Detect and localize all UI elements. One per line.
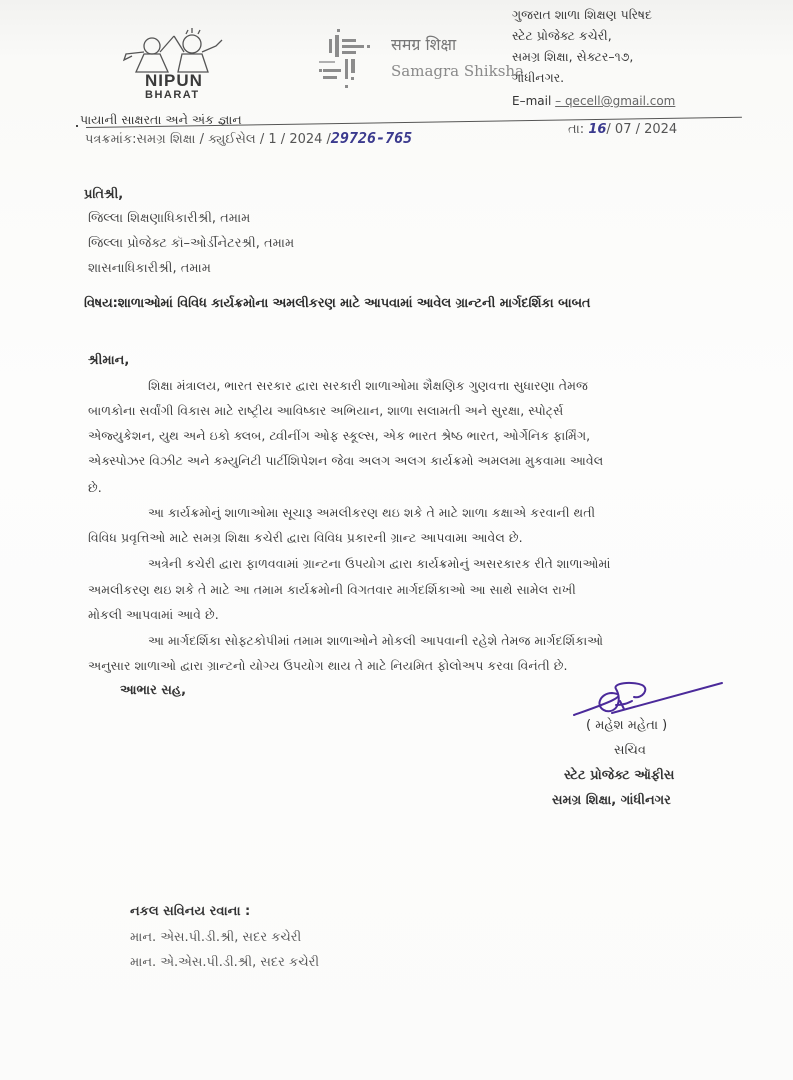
bharat-text: BHARAT xyxy=(145,89,200,101)
address-line: ગાંધીનગર. xyxy=(512,70,565,85)
nipun-text: NIPUN xyxy=(145,71,203,90)
closing-line: આભાર સહ, xyxy=(120,683,187,698)
signatory-name: ( મહેશ મહેતા ) xyxy=(586,718,668,733)
office-address xyxy=(512,4,782,112)
recipient-item: શાસનાધિકારીશ્રી, તમામ xyxy=(88,261,211,276)
letter-date xyxy=(568,122,677,137)
samagra-mark-icon xyxy=(315,25,385,100)
address-line: ગુજરાત શાળા શિક્ષણ પરિષદ xyxy=(512,7,653,22)
copy-to-item: માન. એ.એસ.પી.ડી.શ્રી, સદર કચેરી xyxy=(130,955,320,970)
date-label: તા: xyxy=(568,122,585,137)
signatory-office: સ્ટેટ પ્રોજેક્ટ ઑફીસ xyxy=(564,768,675,783)
tagline: પાયાની સાક્ષરતા અને અંક જ્ઞાન xyxy=(80,112,242,127)
samagra-shiksha-logo xyxy=(315,25,524,100)
recipients-salutation: પ્રતિશ્રી, xyxy=(84,187,124,202)
date-month-year: / 07 / 2024 xyxy=(606,122,678,137)
email-line xyxy=(512,91,782,112)
samagra-english-text: Samagra Shiksha xyxy=(391,62,524,80)
greeting: શ્રીમાન, xyxy=(88,353,130,368)
reference-number xyxy=(85,129,412,147)
body-line: શિક્ષા મંત્રાલય, ભારત સરકાર દ્વારા સરકારી શાળાઓમા શૈક્ષણિક ગુણવત્તા સુધારણા તેમજ xyxy=(148,378,588,393)
email-label: E–mail xyxy=(512,94,552,108)
address-line: સ્ટેટ પ્રોજેક્ટ કચેરી, xyxy=(512,28,612,43)
address-line: સમગ્ર શિક્ષા, સેક્ટર–૧૭, xyxy=(512,49,634,64)
body-line: આ કાર્યક્રમોનું શાળાઓમા સૂચારૂ અમલીકરણ થઇ શકે તે માટે શાળા કક્ષાએ કરવાની થતી xyxy=(148,505,596,520)
body-line: આ માર્ગદર્શિકા સોફ્ટકોપીમાં તમામ શાળાઓને મોકલી આપવાની રહેશે તેમજ માર્ગદર્શિકાઓ xyxy=(148,633,604,648)
copy-to-item: માન. એસ.પી.ડી.શ્રી, સદર કચેરી xyxy=(130,930,302,945)
body-line: વિવિધ પ્રવૃત્તિઓ માટે સમગ્ર શિક્ષા કચેરી દ્વારા વિવિધ પ્રકારની ગ્રાન્ટ આપવામા આવેલ છે. xyxy=(88,530,523,545)
body-line: બાળકોના સર્વાંગી વિકાસ માટે રાષ્ટ્રીય આવિષ્કાર અભિયાન, શાળા સલામતી અને સુરક્ષા, સ્પોર્ટ્સ xyxy=(88,403,564,418)
body-line: એજ્યુકેશન, યુથ અને ઇકો ક્લબ, ટ્વીનીંગ ઓફ સ્કૂલ્સ, એક ભારત શ્રેષ્ઠ ભારત, ઓર્ગેનિક ફાર્મિંગ, xyxy=(88,428,591,443)
samagra-hindi-text: समग्र शिक्षा xyxy=(391,35,457,54)
recipient-item: જિલ્લા પ્રોજેક્ટ કૉ–ઓર્ડીનેટરશ્રી, તમામ xyxy=(88,236,295,251)
body-line: એક્સ્પોઝર વિઝીટ અને કમ્યુનિટી પાર્ટીશિપેશન જેવા અલગ અલગ કાર્યક્રમો અમલમા મુકવામા આવેલ xyxy=(88,453,604,468)
reference-prefix: પત્રક્રમાંક:સમગ્ર શિક્ષા / ક્યુઈસેલ / 1 / 2024 / xyxy=(85,132,331,147)
nipun-bharat-logo xyxy=(112,28,242,106)
handwritten-day: 16 xyxy=(588,122,607,137)
email-link[interactable]: – qecell@gmail.com xyxy=(555,94,676,108)
body-line: છે. xyxy=(88,480,102,495)
body-line: મોકલી આપવામાં આવે છે. xyxy=(88,607,219,622)
copy-to-heading: નકલ સવિનય રવાના : xyxy=(130,904,251,919)
signatory-title: સચિવ xyxy=(614,743,646,758)
handwritten-reference: 29726-765 xyxy=(330,129,413,147)
subject-line: વિષય:શાળાઓમાં વિવિધ કાર્યક્રમોના અમલીકરણ માટે આપવામાં આવેલ ગ્રાન્ટની માર્ગદર્શિકા બાબત xyxy=(84,296,591,311)
body-line: અત્રેની કચેરી દ્વારા ફાળવવામાં ગ્રાન્ટના ઉપયોગ દ્વારા કાર્યક્રમોનું અસરકારક રીતે શાળાઓમાં xyxy=(148,556,611,571)
body-line: અનુસાર શાળાઓ દ્વારા ગ્રાન્ટનો યોગ્ય ઉપયોગ થાય તે માટે નિયમિત ફોલોઅપ કરવા વિનંતી છે. xyxy=(88,658,568,673)
signatory-place: સમગ્ર શિક્ષા, ગાંધીનગર xyxy=(552,793,671,808)
recipient-item: જિલ્લા શિક્ષણાધિકારીશ્રી, તમામ xyxy=(88,211,251,226)
body-line: અમલીકરણ થઇ શકે તે માટે આ તમામ કાર્યક્રમોની વિગતવાર માર્ગદર્શિકાઓ આ સાથે સામેલ રાખી xyxy=(88,582,576,597)
